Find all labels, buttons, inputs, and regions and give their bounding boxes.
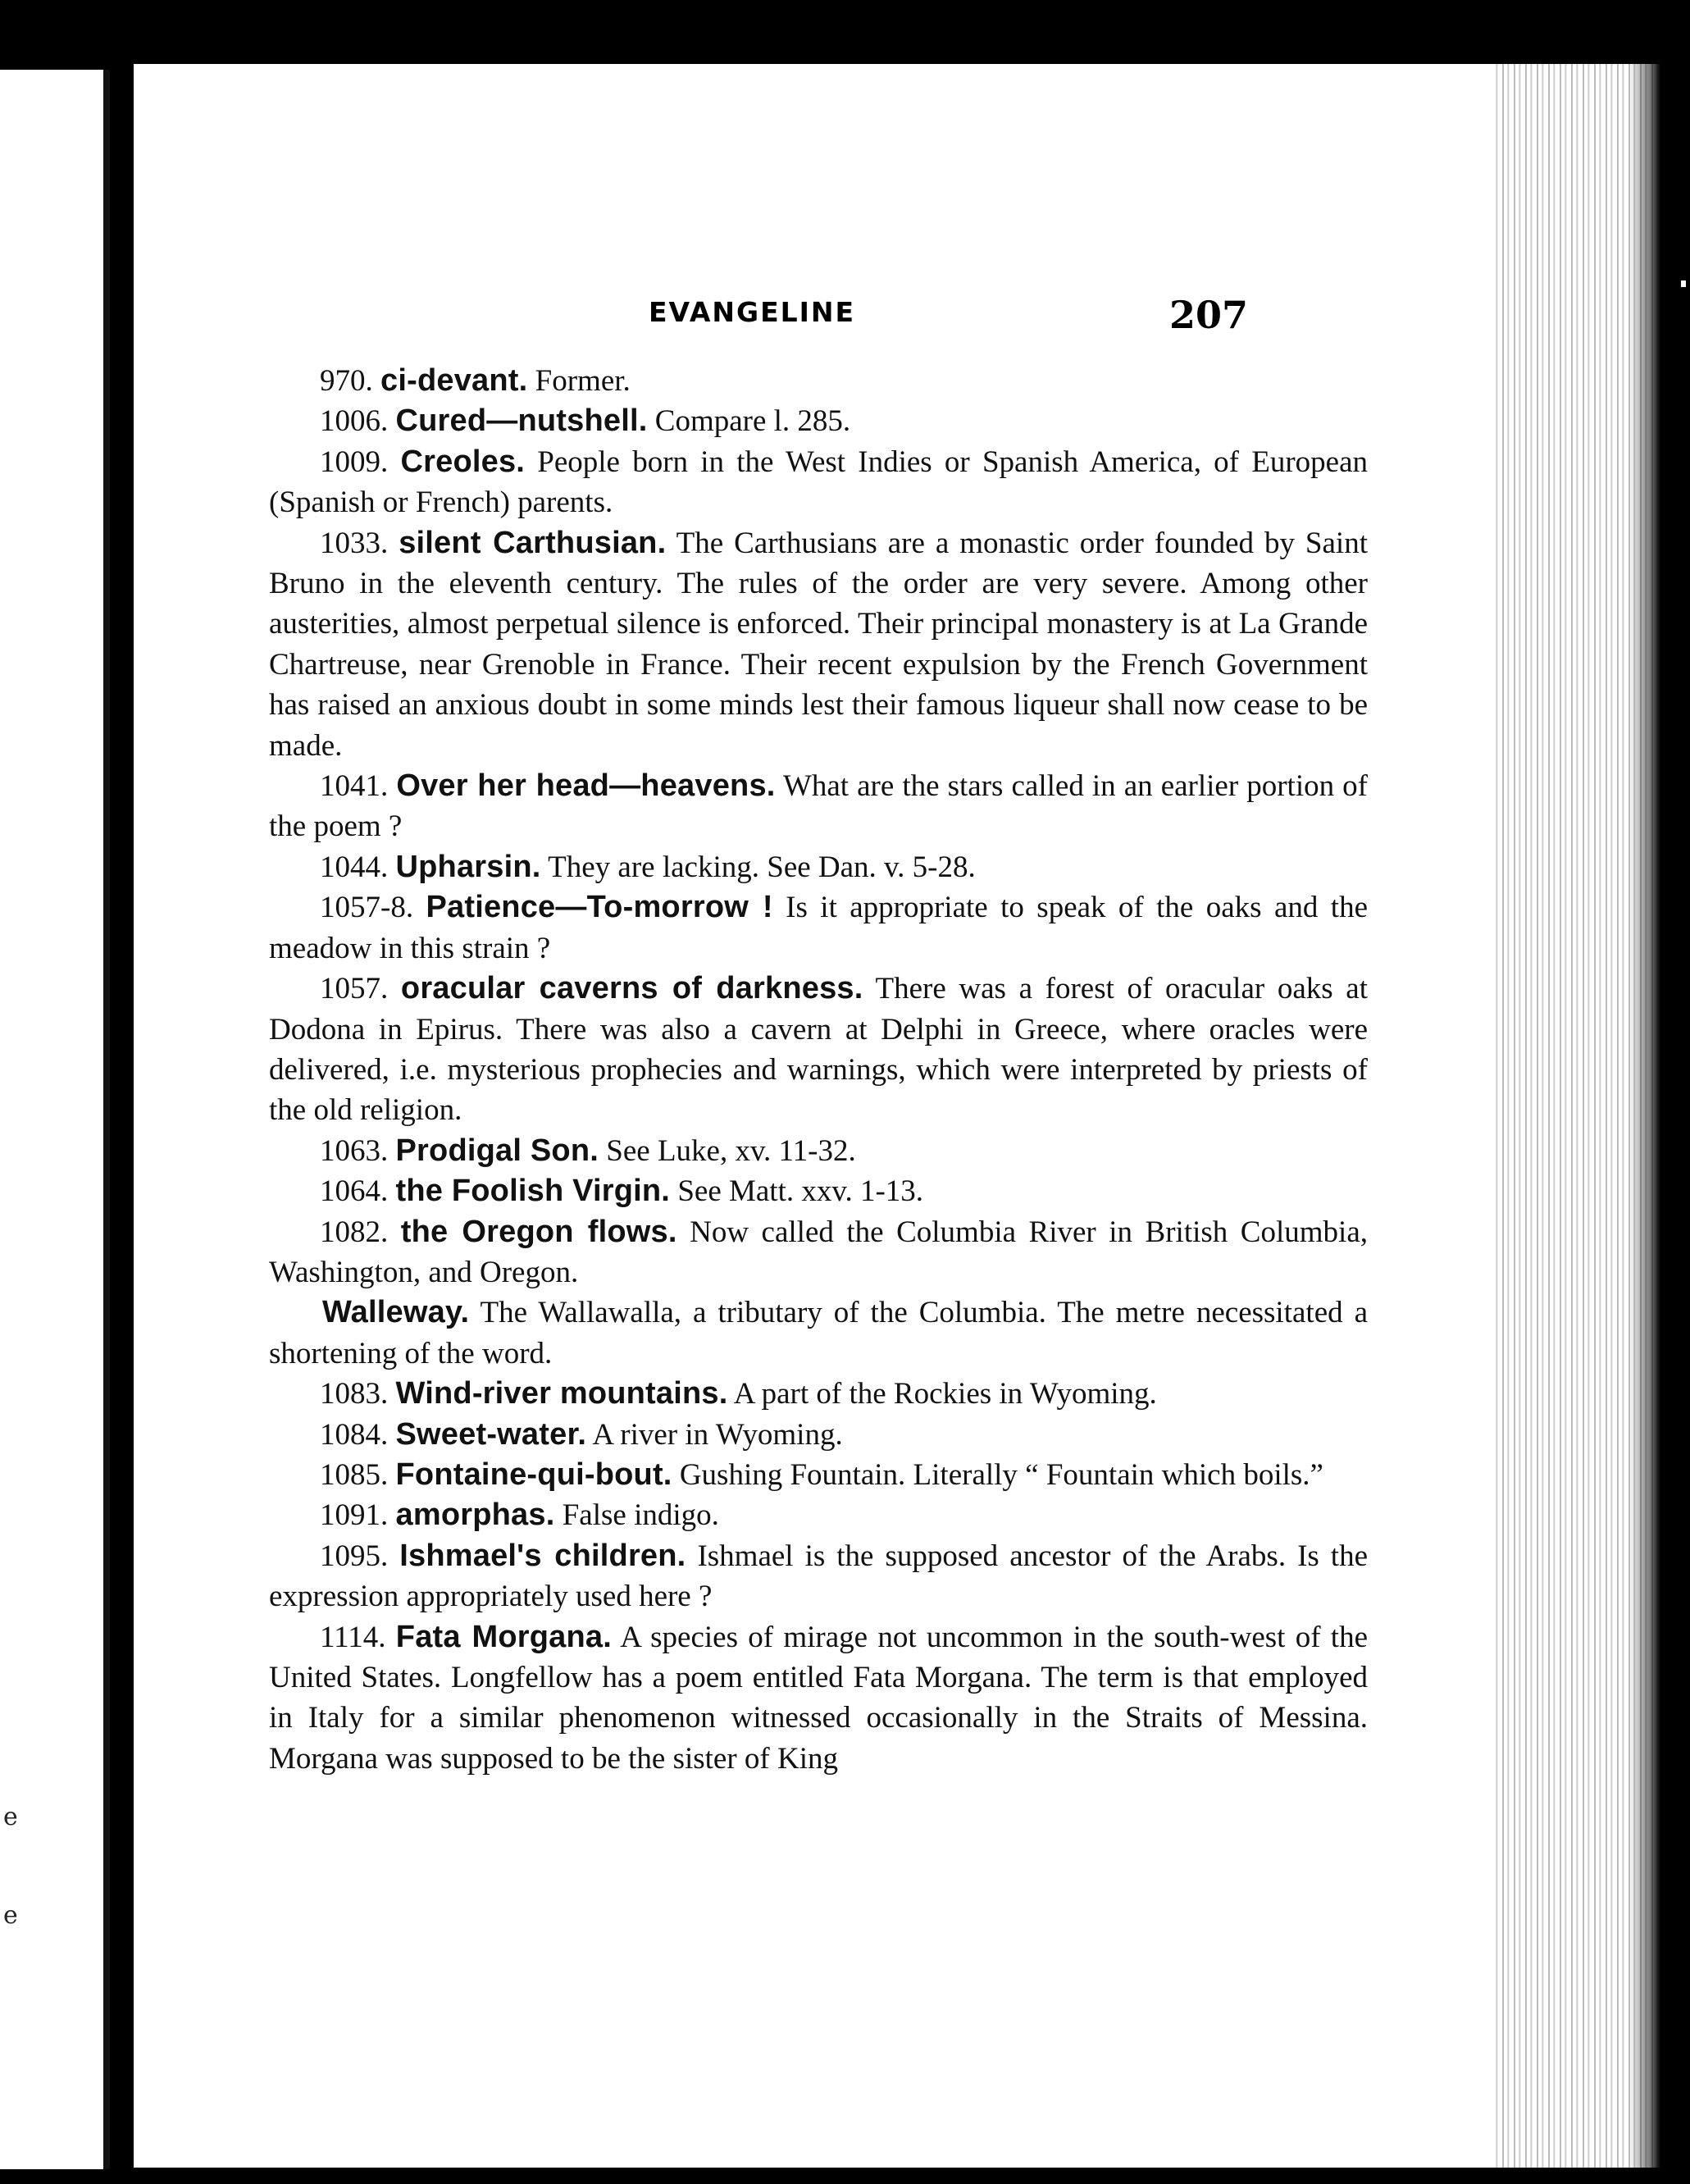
note-text: Now called the Columbia River in British Columbia, Washington, and Oregon. — [269, 1215, 1368, 1289]
note-text: Is it appropriate to speak of the oaks and the meadow in this strain ? — [269, 891, 1369, 965]
line-number: 1114. — [320, 1620, 386, 1654]
note-entry — [269, 847, 1368, 887]
facing-page-edge — [0, 70, 110, 2169]
note-entry — [269, 1374, 1368, 1414]
note-text: A river in Wyoming. — [586, 1417, 843, 1452]
line-number: 1064. — [320, 1174, 389, 1209]
facing-page-gutter — [103, 70, 110, 2169]
note-text: See Matt. xxv. 1-13. — [670, 1174, 924, 1209]
line-number: 1057-8. — [320, 891, 414, 925]
lemma: amorphas. — [395, 1498, 555, 1533]
lemma: Over her head—heavens. — [396, 768, 776, 804]
line-number: 1063. — [320, 1133, 389, 1168]
note-text: See Luke, xv. 11-32. — [599, 1133, 856, 1168]
note-text: People born in the West Indies or Spanish America, of European (Spanish or French) parents. — [269, 445, 1368, 520]
note-entry — [269, 1455, 1368, 1495]
line-number: 1057. — [320, 972, 389, 1006]
note-text: A species of mirage not uncommon in the south-west of the United States. Longfellow has a poem entitled Fata Morgana. The term is that employed in Italy for a similar phenomenon witnessed occasionally in the Straits of Messina. Morgana was supposed to be the sister of King — [269, 1620, 1368, 1776]
note-entry — [269, 1212, 1368, 1293]
note-entry — [269, 969, 1368, 1131]
lemma: silent Carthusian. — [399, 525, 667, 560]
note-entry — [269, 1617, 1368, 1780]
note-entry — [269, 361, 1368, 401]
line-number: 1009. — [320, 445, 389, 479]
lemma: ci-devant. — [380, 363, 528, 398]
note-entry — [269, 523, 1368, 766]
line-number: 1095. — [320, 1539, 389, 1573]
note-text: They are lacking. See Dan. v. 5-28. — [540, 850, 976, 884]
note-entry — [269, 1171, 1368, 1211]
facing-page-letter: e — [3, 1803, 18, 1831]
note-text: Compare l. 285. — [647, 404, 851, 439]
lemma: Ishmael's children. — [399, 1538, 686, 1573]
note-text: Ishmael is the supposed ancestor of the Arabs. Is the expression appropriately used here ? — [269, 1539, 1368, 1614]
lemma: Fata Morgana. — [395, 1619, 612, 1654]
scan-mark — [1681, 280, 1686, 287]
note-entry — [269, 1415, 1368, 1455]
line-number: 970. — [320, 364, 373, 398]
line-number: 1091. — [320, 1498, 389, 1533]
running-head — [134, 293, 1495, 337]
note-text: There was a forest of oracular oaks at Dodona in Epirus. There was also a cavern at Delphi in Greece, where oracles were delivered, i.e. mysterious prophecies and warnings, which were interpreted by priests of the old religion. — [269, 972, 1369, 1128]
note-entry — [269, 442, 1368, 523]
note-text: A part of the Rockies in Wyoming. — [727, 1377, 1157, 1411]
note-text: False indigo. — [554, 1498, 719, 1533]
line-number: 1033. — [320, 526, 389, 560]
note-text: Former. — [527, 364, 631, 398]
page-number: 207 — [1169, 293, 1249, 337]
lemma: Cured—nutshell. — [395, 404, 648, 439]
line-number: 1044. — [320, 850, 389, 884]
lemma: Wind-river mountains. — [395, 1376, 728, 1411]
note-entry — [269, 1495, 1368, 1535]
line-number: 1006. — [320, 404, 389, 439]
note-text: What are the stars called in an earlier portion of the poem ? — [269, 769, 1368, 844]
note-entry — [269, 887, 1368, 969]
lemma: Patience—To-morrow ! — [426, 890, 773, 925]
lemma: Prodigal Son. — [395, 1133, 599, 1168]
notes-body — [269, 361, 1368, 1779]
note-text: The Wallawalla, a tributary of the Columbia. The metre necessitated a shortening of the word. — [269, 1296, 1368, 1370]
facing-page-letter: e — [3, 1901, 18, 1930]
book-page — [134, 64, 1495, 2168]
lemma: Creoles. — [400, 444, 526, 479]
lemma: Walleway. — [322, 1295, 470, 1330]
note-entry — [269, 1293, 1368, 1374]
line-number: 1084. — [320, 1417, 389, 1452]
lemma: oracular caverns of darkness. — [400, 971, 863, 1006]
lemma: the Foolish Virgin. — [395, 1174, 671, 1209]
line-number: 1041. — [320, 769, 389, 804]
line-number: 1085. — [320, 1457, 389, 1492]
line-number: 1082. — [320, 1215, 389, 1249]
lemma: Upharsin. — [395, 849, 541, 884]
running-title: EVANGELINE — [649, 296, 856, 328]
line-number: 1083. — [320, 1377, 389, 1411]
note-text: The Carthusians are a monastic order founded by Saint Bruno in the eleventh century. The rules of the order are very severe. Among other austerities, almost perpetual silence is enforced. Their principal monastery is at La Grande Chartreuse, near Grenoble in France. Their recent expulsion by the French Government has raised an anxious doubt in some minds lest their famous liqueur shall now cease to be made. — [269, 526, 1368, 763]
note-entry — [269, 766, 1368, 847]
lemma: the Oregon flows. — [400, 1214, 677, 1249]
lemma: Sweet-water. — [395, 1416, 587, 1452]
lemma: Fontaine-qui-bout. — [395, 1457, 672, 1492]
note-entry — [269, 1131, 1368, 1171]
note-text: Gushing Fountain. Literally “ Fountain which boils.” — [672, 1457, 1323, 1492]
note-entry — [269, 401, 1368, 441]
note-entry — [269, 1536, 1368, 1617]
